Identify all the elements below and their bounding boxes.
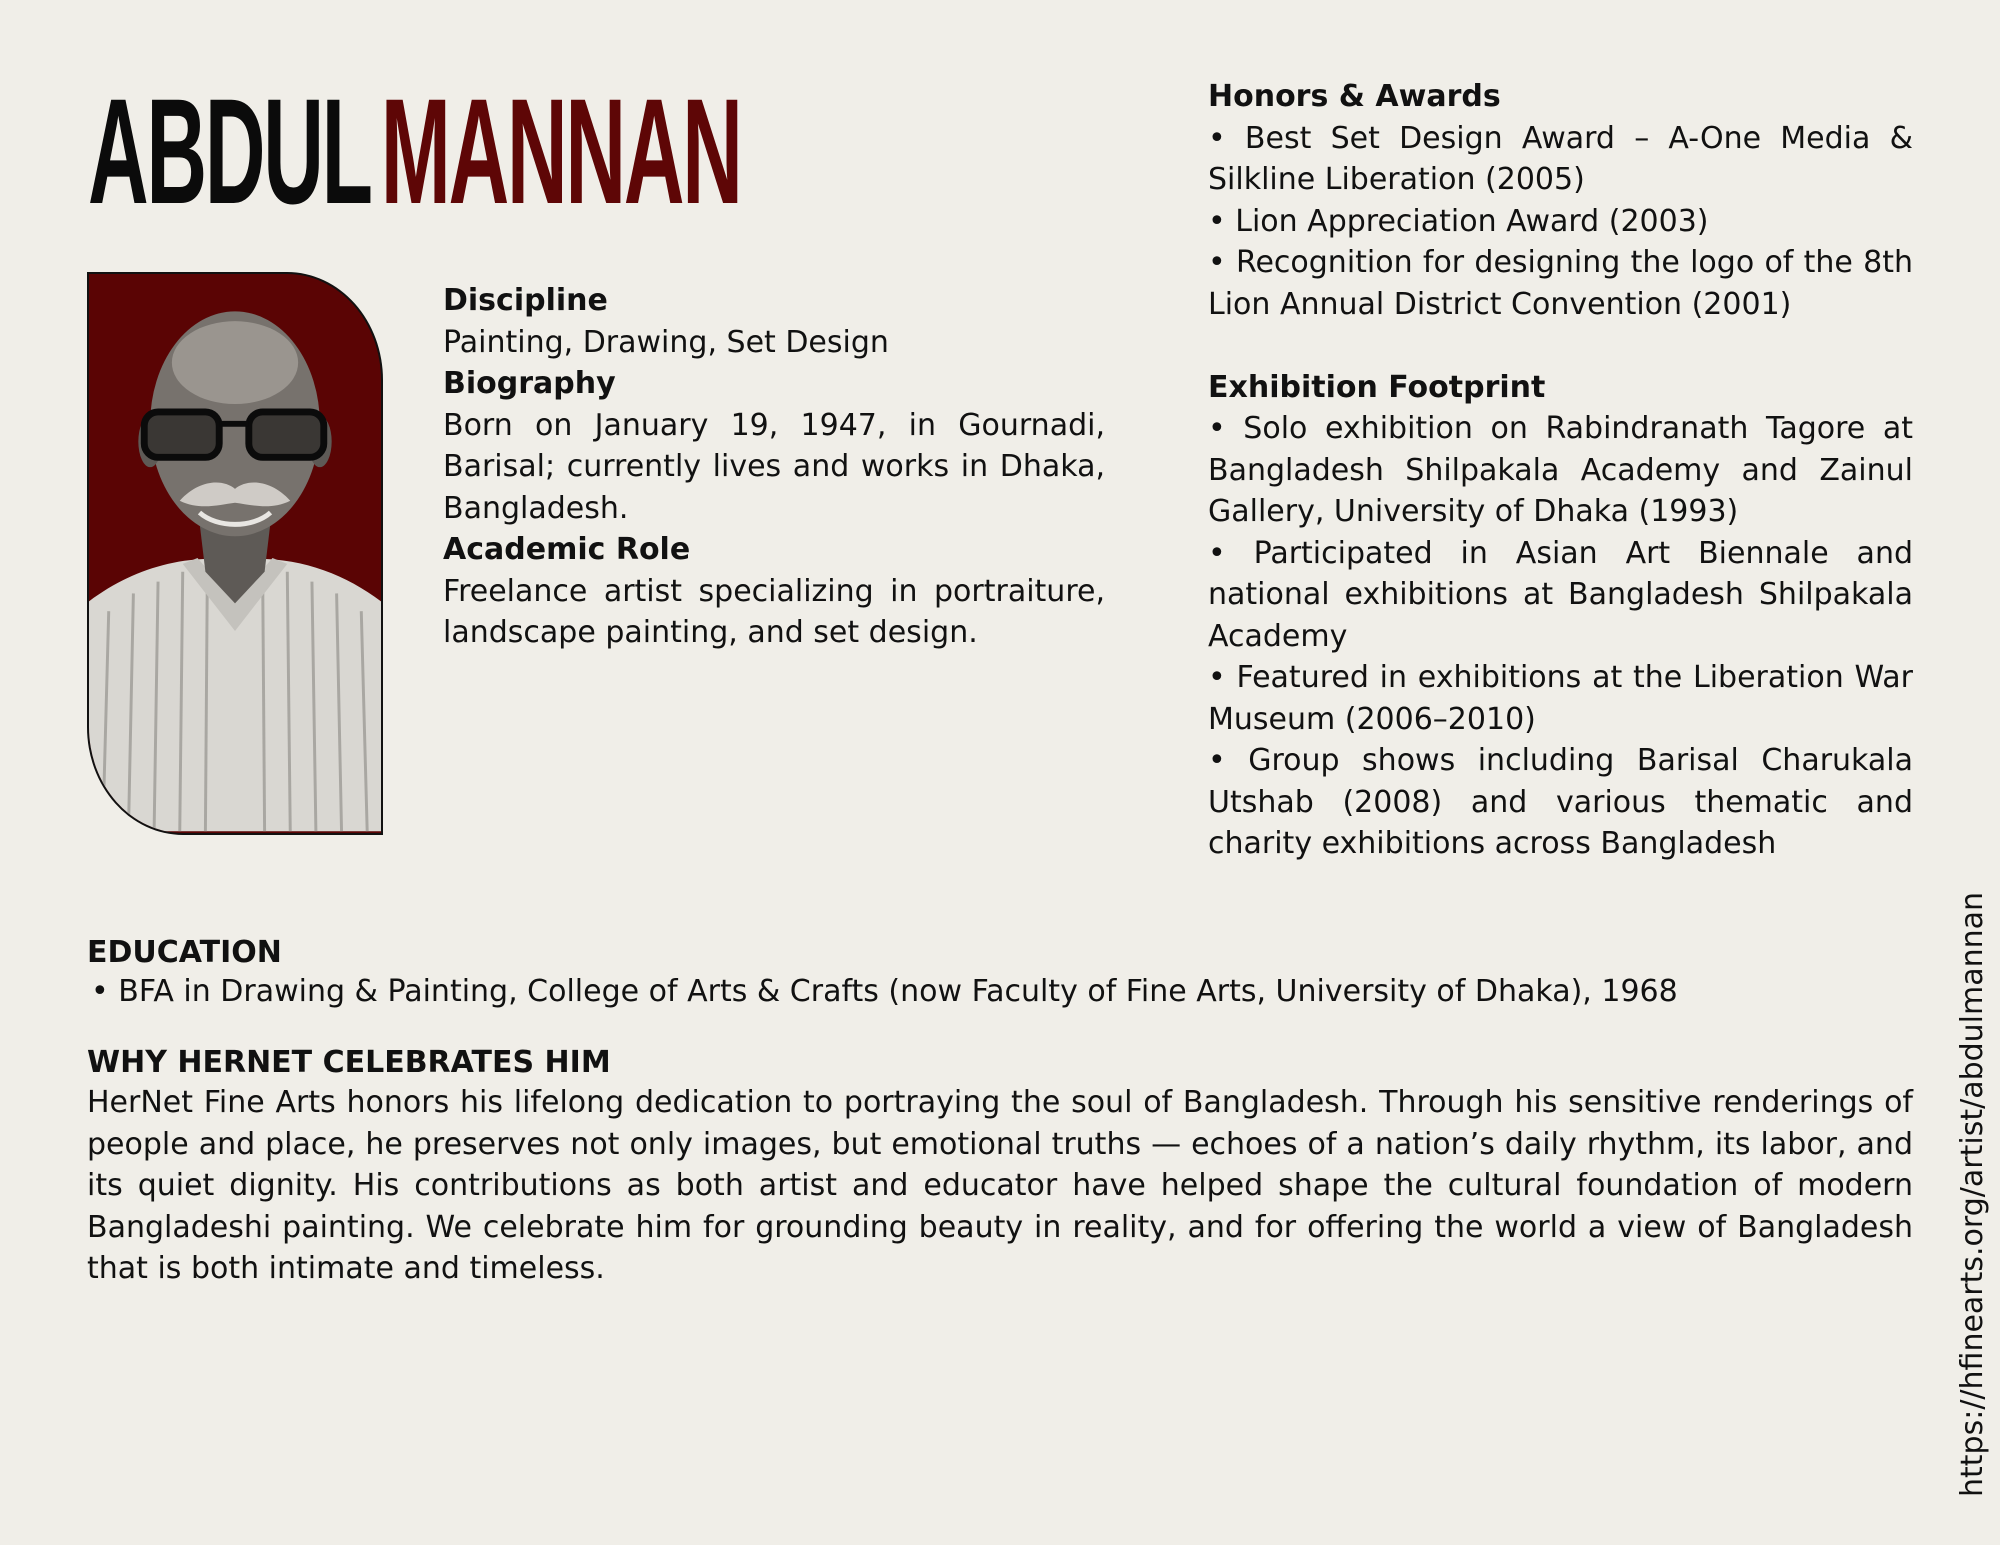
why-section [87,1044,1913,1290]
artist-first-name: ABDUL [88,67,371,235]
education-heading: EDUCATION [87,935,282,970]
list-item: • Recognition for designing the logo of the 8th Lion Annual District Convention (2001) [1208,245,1913,322]
artist-name-heading [88,67,741,235]
biography-text: Born on January 19, 1947, in Gournadi, Barisal; currently lives and works in Dhaka, Bangladesh. [443,407,1105,526]
biography-heading: Biography [443,366,616,401]
artist-portrait-photo [87,272,383,835]
artist-profile-link[interactable]: https://hfinearts.org/artist/abdulmannan [1955,891,1990,1497]
honors-list [1208,118,1913,326]
discipline-heading: Discipline [443,283,608,318]
academic-role-heading: Academic Role [443,532,691,567]
honors-heading: Honors & Awards [1208,79,1501,114]
list-item: • Lion Appreciation Award (2003) [1208,203,1709,239]
profile-section [443,280,1105,654]
discipline-text: Painting, Drawing, Set Design [443,324,889,360]
list-item: • Solo exhibition on Rabindranath Tagore at Bangladesh Shilpakala Academy and Zainul Gallery, University of Dhaka (1993) [1208,411,1913,529]
academic-role-text: Freelance artist specializing in portraiture, landscape painting, and set design. [443,573,1105,650]
list-item: • Participated in Asian Art Biennale and national exhibitions at Bangladesh Shilpakala Academy [1208,535,1913,654]
list-item: • Group shows including Barisal Charukala Utshab (2008) and various thematic and charity exhibitions across Bangladesh [1208,743,1913,861]
education-item: • BFA in Drawing & Painting, College of Arts & Crafts (now Faculty of Fine Arts, University of Dhaka), 1968 [91,974,1678,1009]
why-heading: WHY HERNET CELEBRATES HIM [87,1045,611,1080]
education-section [87,934,1917,1010]
awards-exhibitions-section [1208,76,1913,865]
portrait-illustration [89,274,381,833]
artist-last-name: MANNAN [380,67,741,235]
list-item: • Best Set Design Award – A-One Media & Silkline Liberation (2005) [1208,120,1913,197]
why-text: HerNet Fine Arts honors his lifelong dedication to portraying the soul of Bangladesh. Through his sensitive renderings of people and place, he preserves not only images, but emotional truths — echoes of a nation’s daily rhythm, its labor, and its quiet dignity. His contributions as both artist and educator have helped shape the cultural foundation of modern Bangladeshi painting. We celebrate him for grounding beauty in reality, and for offering the world a view of Bangladesh that is both intimate and timeless. [87,1085,1913,1286]
list-item: • Featured in exhibitions at the Liberation War Museum (2006–2010) [1208,660,1913,737]
exhibition-list [1208,408,1913,865]
exhibition-heading: Exhibition Footprint [1208,369,1546,405]
